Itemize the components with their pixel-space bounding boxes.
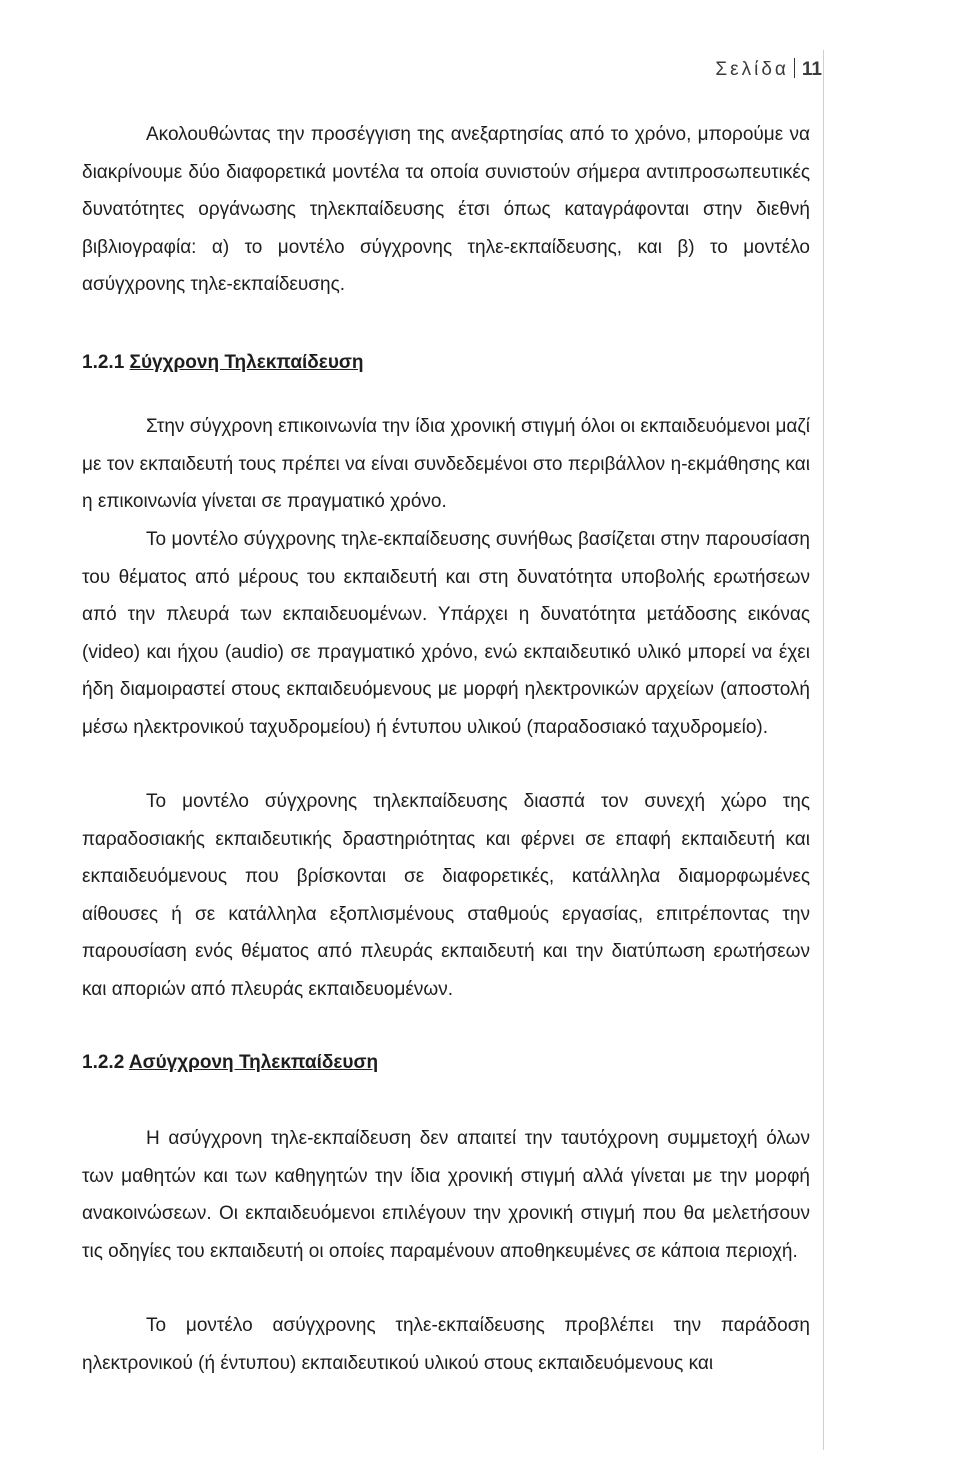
paragraph-asynchronous-1: Η ασύγχρονη τηλε-εκπαίδευση δεν απαιτεί την ταυτόχρονη συμμετοχή όλων των μαθητών και των καθηγητών την ίδια χρονική στιγμή αλλά γίνεται με την μορφή ανακοινώσεων. Οι εκπαιδευόμενοι επιλέγουν την χρονική στιγμή που θα μελετήσουν τις οδηγίες του εκπαιδευτή οι οποίες παραμένουν αποθηκευμένες σε κάποια περιοχή. [82, 1128, 810, 1262]
margin-rule [823, 50, 824, 1450]
section-heading-1-2-2 [82, 1052, 378, 1074]
paragraph-asynchronous-2: Το μοντέλο ασύγχρονης τηλε-εκπαίδευσης προβλέπει την παράδοση ηλεκτρονικού (ή έντυπου) εκπαιδευτικού υλικού στους εκπαιδευόμενους και [82, 1315, 810, 1374]
page-number: 11 [801, 59, 822, 80]
page-label: Σελίδα [715, 59, 789, 80]
paragraph-synchronous-2: Το μοντέλο σύγχρονης τηλε-εκπαίδευσης συνήθως βασίζεται στην παρουσίαση του θέματος από μέρους του εκπαιδευτή και στη δυνατότητα υποβολής ερωτήσεων από την πλευρά των εκπαιδευομένων. Υπάρχει η δυνατότητα μετάδοσης εικόνας (video) και ήχου (audio) σε πραγματικό χρόνο, ενώ εκπαιδευτικό υλικό μπορεί να έχει ήδη διαμοιραστεί στους εκπαιδευόμενους με μορφή ηλεκτρονικών αρχείων (αποστολή μέσω ηλεκτρονικού ταχυδρομείου) ή έντυπου υλικού (παραδοσιακό ταχυδρομείο). [82, 529, 810, 738]
section-title: Σύγχρονη Τηλεκπαίδευση [129, 352, 364, 373]
section-title: Ασύγχρονη Τηλεκπαίδευση [128, 1052, 379, 1073]
section-number: 1.2.1 [82, 352, 125, 373]
section-number: 1.2.2 [82, 1052, 125, 1073]
paragraph-synchronous-3: Το μοντέλο σύγχρονης τηλεκπαίδευσης διασπά τον συνεχή χώρο της παραδοσιακής εκπαιδευτικής δραστηριότητας και φέρνει σε επαφή εκπαιδευτή και εκπαιδευόμενους που βρίσκονται σε διαφορετικές, κατάλληλα διαμορφωμένες αίθουσες ή σε κατάλληλα εξοπλισμένους σταθμούς εργασίας, επιτρέποντας την παρουσίαση ενός θέματος από πλευράς εκπαιδευτή και την διατύπωση ερωτήσεων και αποριών από πλευράς εκπαιδευομένων. [82, 791, 810, 1000]
intro-paragraph: Ακολουθώντας την προσέγγιση της ανεξαρτησίας από το χρόνο, μπορούμε να διακρίνουμε δύο διαφορετικά μοντέλα τα οποία συνιστούν σήμερα αντιπροσωπευτικές δυνατότητες οργάνωσης τηλεκπαίδευσης έτσι όπως καταγράφονται στην διεθνή βιβλιογραφία: α) το μοντέλο σύγχρονης τηλε-εκπαίδευσης, και β) το μοντέλο ασύγχρονης τηλε-εκπαίδευσης. [82, 124, 810, 295]
header-separator [794, 58, 795, 78]
paragraph-synchronous-1: Στην σύγχρονη επικοινωνία την ίδια χρονική στιγμή όλοι οι εκπαιδευόμενοι μαζί με τον εκπαιδευτή τους πρέπει να είναι συνδεδεμένοι στο περιβάλλον η-εκμάθησης και η επικοινωνία γίνεται σε πραγματικό χρόνο. [82, 416, 810, 512]
section-heading-1-2-1 [82, 352, 363, 374]
page-header [715, 58, 822, 81]
